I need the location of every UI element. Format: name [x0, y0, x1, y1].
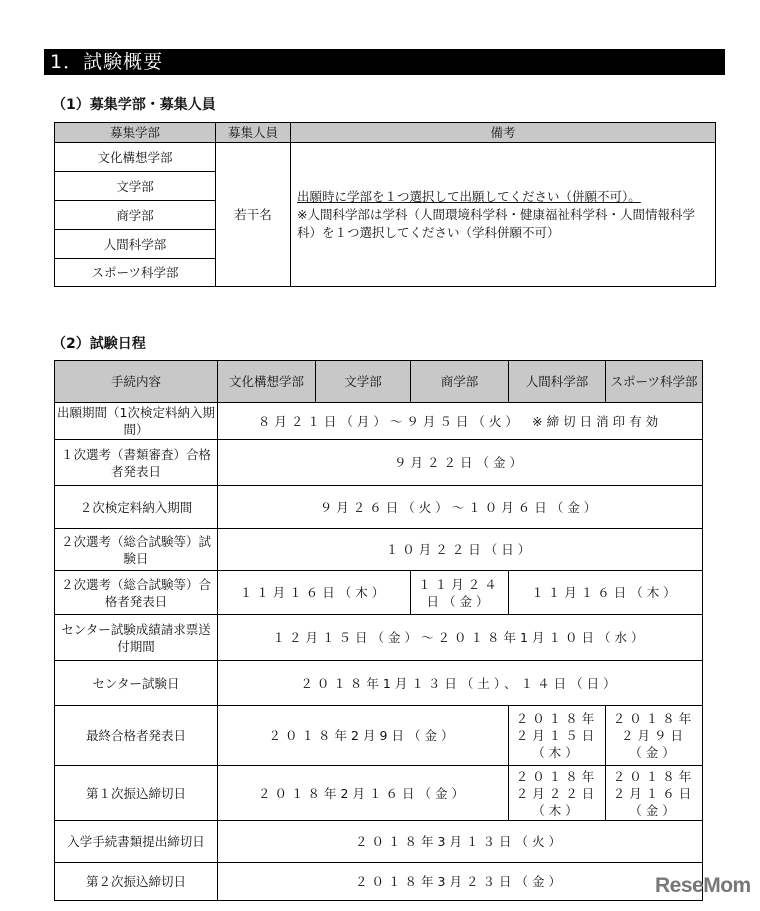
header-bun: 文学部	[316, 361, 411, 403]
header-bunka: 文化構想学部	[218, 361, 316, 403]
row-value: ８月２１日（月）～９月５日（火） ※締切日消印有効	[218, 403, 703, 440]
row-value: ２０１８年２月９日（金）	[606, 706, 703, 766]
table-row	[55, 706, 703, 766]
table-row	[55, 766, 703, 821]
table-row	[55, 486, 703, 529]
faculty-cell: 商学部	[55, 201, 216, 230]
note-line-1: 出願時に学部を１つ選択して出願してください（併願不可）。	[297, 188, 641, 204]
table-row	[55, 863, 703, 901]
faculty-cell: 文学部	[55, 172, 216, 201]
schedule-table	[54, 360, 703, 901]
row-value: ２０１８年2月9日（金）	[218, 706, 509, 766]
row-value: ２０１８年3月２３日（金）	[218, 863, 703, 901]
faculty-cell: 文化構想学部	[55, 143, 216, 172]
row-label: ２次検定料納入期間	[55, 486, 218, 529]
note-line-2: ※人間科学部は学科（人間環境科学科・健康福祉科学科・人間情報科学科）を１つ選択してください（学科併願不可）	[297, 206, 695, 240]
header-ningen: 人間科学部	[509, 361, 606, 403]
table-row	[55, 821, 703, 863]
row-value: ２０１８年２月１６日（金）	[606, 766, 703, 821]
row-label: 第１次振込締切日	[55, 766, 218, 821]
subsection-heading-2: （2）試験日程	[52, 336, 146, 352]
subsection-heading-1: （1）募集学部・募集人員	[52, 97, 216, 113]
row-value: １１月２４日（金）	[411, 571, 509, 615]
table-row	[55, 571, 703, 615]
table-row	[55, 440, 703, 486]
row-label: センター試験成績請求票送付期間	[55, 615, 218, 661]
row-value: １１月１６日（木）	[218, 571, 411, 615]
table-row	[55, 661, 703, 706]
section-title: 1．試験概要	[44, 49, 725, 75]
header-procedure: 手続内容	[55, 361, 218, 403]
resemom-watermark-logo: ReseMom	[655, 874, 751, 897]
row-value: １２月１５日（金）～２０１８年1月１０日（水）	[218, 615, 703, 661]
row-value: １１月１６日（木）	[509, 571, 703, 615]
row-label: 出願期間（1次検定料納入期間）	[55, 403, 218, 440]
row-label: ２次選考（総合試験等）試験日	[55, 529, 218, 571]
header-sports: スポーツ科学部	[606, 361, 703, 403]
row-value: ２０１８年２月１５日（木）	[509, 706, 606, 766]
row-label: 入学手続書類提出締切日	[55, 821, 218, 863]
row-label: ２次選考（総合試験等）合格者発表日	[55, 571, 218, 615]
notes-cell	[291, 143, 716, 287]
row-value: ９月２２日（金）	[218, 440, 703, 486]
row-label: 第２次振込締切日	[55, 863, 218, 901]
table-row	[55, 529, 703, 571]
row-label: １次選考（書類審査）合格者発表日	[55, 440, 218, 486]
recruitment-table	[54, 122, 716, 287]
row-label: 最終合格者発表日	[55, 706, 218, 766]
row-value: ２０１８年1月１３日（土）、１４日（日）	[218, 661, 703, 706]
table-row	[55, 403, 703, 440]
table-row	[55, 615, 703, 661]
row-value: ２０１８年3月１３日（火）	[218, 821, 703, 863]
header-sho: 商学部	[411, 361, 509, 403]
row-label: センター試験日	[55, 661, 218, 706]
row-value: ２０１８年２月２２日（木）	[509, 766, 606, 821]
row-value: ２０１８年2月１６日（金）	[218, 766, 509, 821]
quota-cell: 若干名	[216, 143, 291, 287]
row-value: ９月２６日（火）～１０月６日（金）	[218, 486, 703, 529]
header-notes: 備考	[291, 123, 716, 143]
faculty-cell: 人間科学部	[55, 230, 216, 259]
faculty-cell: スポーツ科学部	[55, 259, 216, 287]
header-quota: 募集人員	[216, 123, 291, 143]
header-faculty: 募集学部	[55, 123, 216, 143]
row-value: １０月２２日（日）	[218, 529, 703, 571]
